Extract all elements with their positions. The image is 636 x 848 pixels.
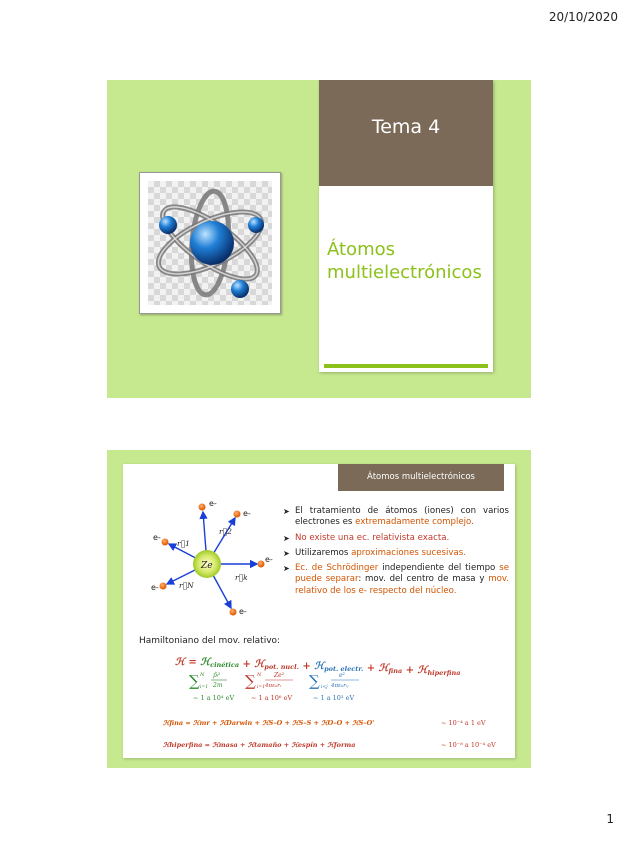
hyperfine-order: ~ 10⁻⁸ a 10⁻⁴ eV	[441, 741, 496, 749]
bullet-text: extremadamente complejo.	[355, 517, 474, 528]
order-electronic: ~ 1 a 10³ eV	[313, 694, 355, 702]
equation-subscript: fina	[388, 667, 403, 675]
bullet-text: se puede separar	[295, 563, 510, 585]
subtitle-line-1: Átomos	[327, 239, 395, 260]
bullet-text: No existe una ec. relativista exacta.	[295, 532, 450, 543]
slide-title-text: Tema 4	[371, 116, 441, 138]
slide-subtitle	[327, 238, 482, 284]
electron-label: e-	[265, 555, 273, 564]
electron-label: e-	[239, 607, 247, 616]
equation-term: ℋ	[417, 665, 428, 676]
svg-text:4πε₀rᵢ: 4πε₀rᵢ	[265, 683, 282, 689]
svg-text:Ze²: Ze²	[274, 672, 285, 679]
page-number: 1	[606, 812, 614, 826]
atom-image-frame	[139, 172, 281, 314]
title-panel	[319, 80, 493, 372]
bullet-text: Utilizaremos	[295, 547, 352, 558]
bullet-arrow-icon: ➤	[283, 533, 290, 543]
bullet-text: : mov. del centro de masa y	[358, 574, 489, 585]
nucleus-label: Ze	[201, 561, 213, 571]
equation-term: ℋ	[200, 657, 211, 668]
bullet-text: Ec. de Schrödinger	[295, 563, 379, 574]
equation-subscript: pot. nucl.	[264, 663, 299, 671]
slide-content	[107, 450, 531, 768]
bullet-arrow-icon: ➤	[283, 548, 290, 558]
svg-text:∑: ∑	[245, 672, 256, 690]
svg-text:i<j: i<j	[321, 685, 328, 690]
bullet-arrow-icon: ➤	[283, 507, 290, 516]
electron-label: e-	[243, 509, 251, 518]
vector-label-r2: r⃗2	[219, 527, 232, 536]
svg-text:N: N	[200, 672, 205, 678]
vector-label-r1: r⃗1	[177, 539, 190, 548]
equation-term: ℋ	[378, 663, 389, 674]
vector-label-rk: r⃗k	[235, 573, 248, 582]
bullet-text: aproximaciones sucesivas.	[351, 547, 466, 558]
page-date: 20/10/2020	[548, 10, 618, 24]
equation-term: +	[402, 665, 418, 676]
svg-text:i=1: i=1	[257, 685, 266, 690]
vector-label-rN: r⃗N	[179, 581, 194, 590]
title-box	[319, 80, 493, 186]
svg-text:N: N	[257, 672, 262, 678]
atom-image	[148, 181, 272, 305]
fine-structure-order: ~ 10⁻⁴ a 1 eV	[441, 719, 486, 727]
title-underline	[324, 364, 488, 368]
bullet-text: independiente del tiempo	[378, 563, 500, 574]
content-panel	[123, 464, 515, 758]
bullet-arrow-icon: ➤	[283, 564, 290, 574]
svg-text:e²: e²	[339, 672, 345, 679]
order-kinetic: ~ 1 a 10⁴ eV	[193, 694, 235, 702]
electron-label: e-	[153, 533, 161, 542]
equation-subscript: hiperfina	[427, 669, 461, 677]
order-nuclear: ~ 1 a 10⁶ eV	[251, 694, 293, 702]
electron-label: e-	[209, 499, 217, 508]
svg-text:p̂ᵢ²: p̂ᵢ²	[213, 672, 221, 679]
equation-lhs: ℋ =	[175, 657, 201, 668]
svg-text:∑: ∑	[309, 672, 320, 690]
svg-text:i=1: i=1	[200, 685, 209, 690]
bullet-text: mov. relativo de los e- respecto del núcleo.	[295, 574, 509, 596]
equations	[123, 464, 515, 758]
hyperfine-equation: ℋhiperfina = ℋmasa + ℋtamaño + ℋespín + ℋforma	[163, 741, 356, 749]
electron-label: e-	[151, 583, 159, 592]
equation-term: +	[363, 663, 379, 674]
svg-text:2m: 2m	[213, 682, 223, 689]
subtitle-line-2: multielectrónicos	[327, 262, 482, 283]
equation-term: ℋ	[314, 661, 325, 672]
slide-header-text: Átomos multielectrónicos	[367, 472, 475, 482]
sum-terms	[189, 672, 359, 690]
bullet-text: El tratamiento de átomos (iones) con varios electrones es	[295, 506, 509, 528]
svg-text:∑: ∑	[189, 672, 200, 690]
atom-illustration-icon	[148, 181, 272, 305]
hamiltonian-label: Hamiltoniano del mov. relativo:	[139, 636, 281, 646]
equation-term: ℋ	[254, 659, 265, 670]
equation-subscript: pot. electr.	[324, 665, 364, 673]
equation-term: +	[298, 661, 315, 672]
fine-structure-equation: ℋfina = ℋmr + ℋDarwin + ℋS–O + ℋS–S + ℋO–O + ℋS–O'	[163, 719, 375, 727]
slide-title	[107, 80, 531, 398]
svg-text:4πε₀rᵢⱼ: 4πε₀rᵢⱼ	[331, 683, 349, 689]
equation-subscript: cinética	[210, 661, 240, 669]
equation-term: +	[239, 659, 255, 670]
